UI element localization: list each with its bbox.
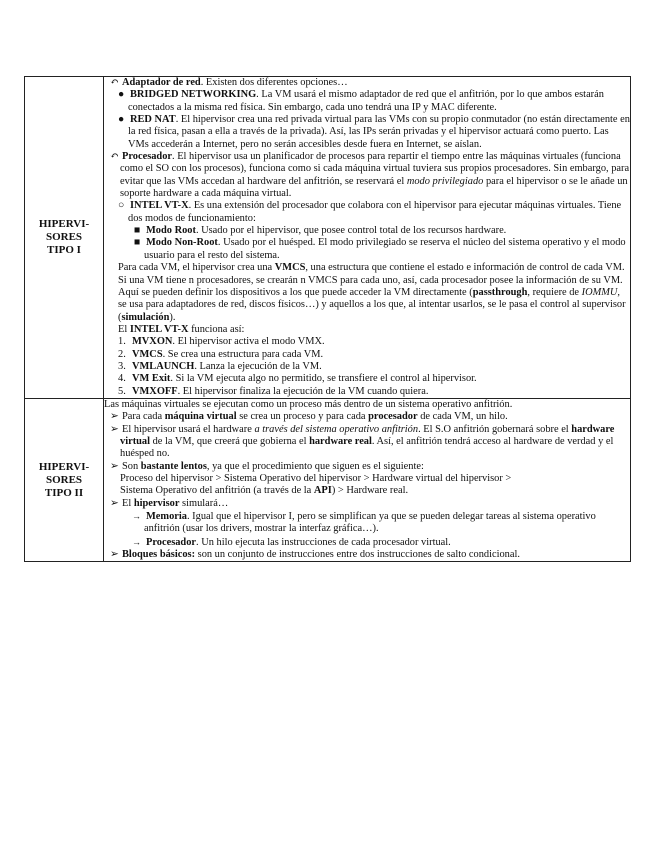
term: API [313, 485, 332, 497]
text: , ya que el procedimiento que siguen es el siguiente: [206, 460, 424, 472]
step-number: 2. [118, 348, 126, 360]
term: Procesador [146, 536, 197, 548]
text: de cada VM, un hilo. [417, 411, 508, 423]
text: El [122, 497, 134, 509]
arrow-bullet-icon: ➢ [110, 411, 119, 423]
text: Son [122, 460, 141, 472]
text: se crea un proceso y para cada [236, 411, 369, 423]
label-text: HIPERVI- SORES TIPO II [38, 460, 90, 499]
text: , requiere de [527, 286, 582, 298]
square-bullet-icon: ■ [134, 237, 141, 249]
row-content-tipo-i [104, 77, 631, 399]
text: . Lanza la ejecución de la VM. [194, 360, 322, 372]
list-item [104, 510, 630, 536]
term: Adaptador de red [122, 77, 201, 88]
list-item [104, 77, 630, 89]
text: ). [169, 311, 176, 323]
term: Bloques básicos: [122, 549, 196, 561]
term: passthrough [472, 286, 528, 298]
list-item [104, 225, 630, 237]
text: . Un hilo ejecuta las instrucciones de cada procesador virtual. [196, 536, 451, 548]
term: hipervisor [133, 497, 180, 509]
dot-bullet-icon: ● [118, 114, 125, 126]
label-text: HIPERVI- SORES TIPO I [38, 217, 90, 256]
term: Modo Root [146, 225, 196, 237]
term: INTEL VT-X [129, 323, 189, 335]
text: funciona así: [188, 323, 245, 335]
numbered-step [104, 336, 630, 348]
numbered-step [104, 386, 630, 398]
text: El hipervisor usará el hardware [122, 423, 255, 435]
term: bastante lentos [140, 460, 207, 472]
text: son un conjunto de instrucciones entre dos instrucciones de salto condicional. [195, 549, 520, 561]
text: . El S.O anfitrión gobernará sobre el [418, 423, 572, 435]
list-item [104, 498, 630, 510]
list-item [104, 461, 630, 473]
term: simulación [121, 311, 170, 323]
dot-bullet-icon: ● [118, 89, 125, 101]
arrow-bullet-icon: ➢ [110, 460, 119, 472]
paragraph: Proceso del hipervisor > Sistema Operativo del hipervisor > Hardware virtual del hipervisor > [120, 473, 512, 484]
term: VMCS [274, 262, 306, 274]
text: Sistema Operativo del anfitrión (a través de la [120, 485, 314, 497]
text: . El hipervisor activa el modo VMX. [172, 336, 325, 348]
term: RED NAT [130, 114, 176, 126]
text: . Usado por el hipervisor, que posee control total de los recursos hardware. [195, 225, 507, 237]
term: hardware real [309, 435, 372, 447]
text: de la VM, que creerá que gobierna el [150, 435, 310, 447]
text: simulará… [179, 497, 229, 509]
list-item [104, 237, 630, 262]
table-row [25, 77, 631, 399]
list-item [104, 89, 630, 114]
right-arrow-icon: → [132, 511, 141, 522]
paragraph [104, 485, 630, 497]
list-item [104, 151, 630, 200]
text: . Igual que el hipervisor I, pero se simplifican ya que se pueden delegar tareas al sistema operativo anfitrión (usar los drivers, mostrar la interfaz gráfica…). [144, 511, 596, 535]
right-arrow-icon: → [132, 536, 141, 547]
list-item [104, 549, 630, 561]
text: ) > Hardware real. [331, 485, 409, 497]
text: . Usado por el huésped. El modo privilegiado se reserva el núcleo del sistema operativo y el modo usuario para el resto del sistema. [144, 237, 626, 261]
text: . Si la VM ejecuta algo no permitido, se transfiere el control al hipervisor. [170, 373, 477, 385]
numbered-step [104, 361, 630, 373]
text: . Se crea una estructura para cada VM. [162, 348, 324, 360]
text: . Existen dos diferentes opciones… [200, 77, 348, 88]
step-number: 3. [118, 360, 126, 372]
term: hardware virtual [120, 423, 615, 447]
term: Modo Non-Root [146, 237, 218, 249]
text: para el hipervisor o se le añade un soporte hardware a cada máquina virtual. [120, 175, 628, 200]
text: . El hipervisor usa un planificador de procesos para repartir el tiempo entre las máquinas virtuales (funciona como el SO con los procesos), funciona como si cada máquina virtual tuviera sus propios procesadores. Sin embargo, para evitar que las VMs accedan al hardware del anfitrión, se reservará el [120, 151, 630, 187]
text: El [118, 323, 130, 335]
term: MVXON [132, 336, 173, 348]
term: Procesador [122, 151, 173, 163]
term: VMCS [132, 348, 163, 360]
arrow-bullet-icon: ➢ [110, 497, 119, 509]
text: . El hipervisor finaliza la ejecución de la VM cuando quiera. [177, 385, 429, 397]
pointer-bullet-icon: ↶ [110, 77, 119, 88]
list-item [104, 424, 630, 461]
text: . Es una extensión del procesador que colabora con el hipervisor para ejecutar máquinas virtuales. Tiene dos modos de funcionamiento: [128, 200, 622, 224]
pointer-bullet-icon: ↶ [110, 151, 119, 163]
text: , una estructura que contiene el estado e información de control de cada VM. Si una VM tiene n procesadores, se crearán n VMCS para cada uno, así, cada procesador posee la información de su VM. Aquí se pueden definir los dispositivos a los que puede acceder la VM directamente ( [118, 262, 625, 298]
notes-table [24, 76, 631, 562]
list-item [104, 536, 630, 549]
term: BRIDGED NETWORKING [130, 89, 257, 101]
table-row [25, 398, 631, 561]
term: procesador [368, 411, 418, 423]
emphasis: modo privilegiado [406, 175, 484, 187]
numbered-step [104, 349, 630, 361]
paragraph: Las máquinas virtuales se ejecutan como un proceso más dentro de un sistema operativo anfitrión. [104, 398, 513, 410]
arrow-bullet-icon: ➢ [110, 549, 119, 561]
square-bullet-icon: ■ [134, 225, 141, 237]
paragraph [104, 324, 630, 336]
numbered-list [104, 336, 630, 398]
step-number: 5. [118, 385, 126, 397]
row-label-tipo-i [25, 77, 104, 399]
text: , se usa para adaptadores de red, discos físicos…) y aquellos a los que, al intentar usarlos, se le pasa el control al supervisor ( [118, 286, 626, 323]
step-number: 4. [118, 373, 126, 385]
list-item [104, 114, 630, 151]
term: VMLAUNCH [132, 360, 195, 372]
text: . Así, el anfitrión tendrá acceso al hardware de verdad y el huésped no. [120, 435, 614, 460]
step-number: 1. [118, 336, 126, 348]
list-item [104, 200, 630, 225]
term: INTEL VT-X [130, 200, 189, 212]
row-label-tipo-ii [25, 398, 104, 561]
emphasis: IOMMU [581, 286, 618, 298]
text: Para cada VM, el hipervisor crea una [118, 262, 275, 274]
numbered-step [104, 373, 630, 385]
list-item [104, 411, 630, 423]
row-content-tipo-ii [104, 398, 631, 561]
arrow-bullet-icon: ➢ [110, 423, 119, 435]
term: máquina virtual [164, 411, 237, 423]
emphasis: a través del sistema operativo anfitrión [254, 423, 419, 435]
term: VMXOFF [132, 385, 178, 397]
term: Memoria [146, 511, 187, 523]
text: . La VM usará el mismo adaptador de red que el anfitrión, por lo que ambos estarán conectados a la misma red física. Sin embargo, cada uno tendrá una IP y MAC diferente. [128, 89, 604, 113]
text: . El hipervisor crea una red privada virtual para las VMs con su propio conmutador (no están directamente en la red física, pasan a ella a través de la privada). Así, las IPs serán privadas y el hipervisor actuará como puerto. Las VMs accederán a Internet, pero no serán accesibles desde fuera en Internet, se aíslan. [128, 114, 630, 150]
term: VM Exit [132, 373, 171, 385]
circle-bullet-icon: ○ [118, 200, 125, 212]
paragraph [104, 262, 630, 324]
text: Para cada [122, 411, 165, 423]
